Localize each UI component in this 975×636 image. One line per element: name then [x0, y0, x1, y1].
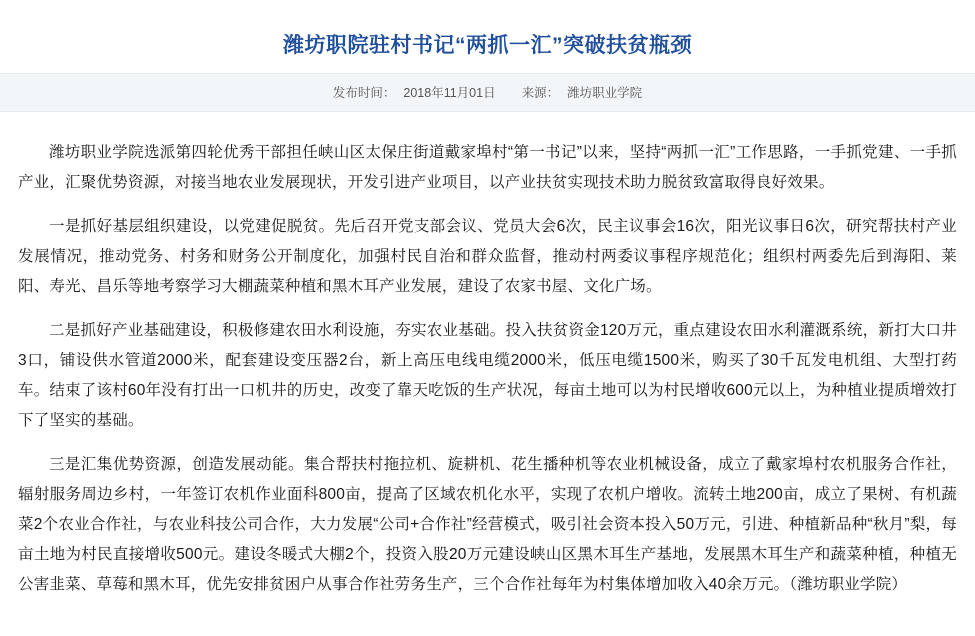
- source-label: 来源：: [521, 86, 560, 100]
- article-body: [0, 112, 975, 600]
- article-paragraph: 二是抓好产业基础建设，积极修建农田水利设施，夯实农业基础。投入扶贫资金120万元，重点建设农田水利灌溉系统，新打大口井3口，铺设供水管道2000米，配套建设变压器2台，新上高压电线电缆2000米，低压电缆1500米，购买了30千瓦发电机组、大型打药车。结束了该村60年没有打出一口机井的历史，改变了靠天吃饭的生产状况，每亩土地可以为村民增收600元以上，为种植业提质增效打下了坚实的基础。: [18, 322, 958, 429]
- article-paragraph: 三是汇集优势资源，创造发展动能。集合帮扶村拖拉机、旋耕机、花生播种机等农业机械设备，成立了戴家埠村农机服务合作社，辐射服务周边乡村，一年签订农机作业面科800亩，提高了区域农机化水平，实现了农机户增收。流转土地200亩，成立了果树、有机蔬菜2个农业合作社，与农业科技公司合作，大力发展“公司+合作社”经营模式，吸引社会资本投入50万元，引进、种植新品种“秋月”梨，每亩土地为村民直接增收500元。建设冬暖式大棚2个，投资入股20万元建设峡山区黑木耳生产基地，发展黑木耳生产和蔬菜种植，种植无公害韭菜、草莓和黑木耳，优先安排贫困户从事合作社劳务生产，三个合作社每年为村集体增加收入40余万元。（潍坊职业学院）: [18, 456, 957, 593]
- publish-time-label: 发布时间：: [332, 86, 396, 100]
- source-value: 潍坊职业学院: [567, 86, 643, 100]
- article-meta-bar: [0, 73, 975, 112]
- publish-time-value: 2018年11月01日: [403, 86, 496, 100]
- page-title: 潍坊职院驻村书记“两抓一汇”突破扶贫瓶颈: [283, 34, 692, 57]
- article-paragraph: 一是抓好基层组织建设，以党建促脱贫。先后召开党支部会议、党员大会6次，民主议事会16次，阳光议事日6次，研究帮扶村产业发展情况，推动党务、村务和财务公开制度化，加强村民自治和群众监督，推动村两委议事程序规范化；组织村两委先后到海阳、莱阳、寿光、昌乐等地考察学习大棚蔬菜种植和黑木耳产业发展，建设了农家书屋、文化广场。: [18, 218, 957, 295]
- article-paragraph: 潍坊职业学院选派第四轮优秀干部担任峡山区太保庄街道戴家埠村“第一书记”以来，坚持“两抓一汇”工作思路，一手抓党建、一手抓产业，汇聚优势资源，对接当地农业发展现状，开发引进产业项目，以产业扶贫实现技术助力脱贫致富取得良好效果。: [18, 144, 957, 191]
